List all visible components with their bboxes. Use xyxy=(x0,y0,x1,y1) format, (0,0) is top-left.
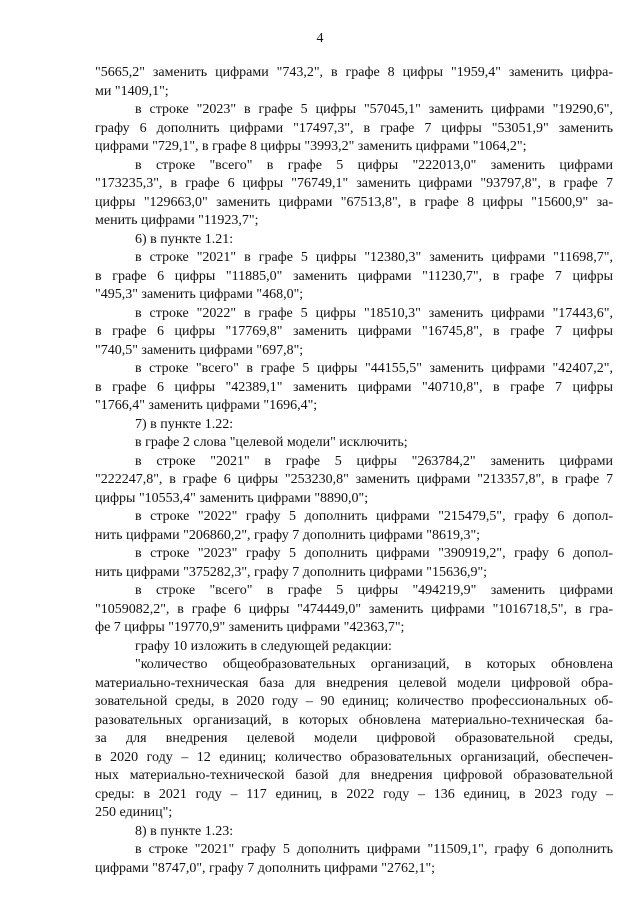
text-line: "740,5" заменить цифрами "697,8"; xyxy=(95,342,304,358)
document-body xyxy=(95,64,613,878)
text-line: в строке "2021" графу 5 дополнить цифрами "11509,1", графу 6 дополнить xyxy=(135,842,613,857)
text-line: в строке "всего" в графе 5 цифры "494219,9" заменить цифрами xyxy=(135,583,613,598)
text-line: в строке "2022" в графе 5 цифры "18510,3" заменить цифрами "17443,6", xyxy=(135,305,613,321)
text-line: "222247,8", в графе 6 цифры "253230,8" заменить цифрами "213357,8", в графе 7 xyxy=(95,472,613,487)
text-line: в строке "всего" в графе 5 цифры "44155,5" заменить цифрами "42407,2", xyxy=(135,361,613,376)
text-line: за для внедрения целевой модели цифровой образовательной среды, xyxy=(95,731,613,746)
text-line: в графе 6 цифры "17769,8" заменить цифрами "16745,8", в графе 7 цифры xyxy=(95,324,613,339)
page-number: 4 xyxy=(316,31,324,46)
text-line: в графе 6 цифры "11885,0" заменить цифрами "11230,7", в графе 7 цифры xyxy=(95,268,613,284)
text-line: фе 7 цифры "19770,9" заменить цифрами "42363,7"; xyxy=(95,620,405,635)
text-line: в строке "2022" графу 5 дополнить цифрами "215479,5", графу 6 допол- xyxy=(135,509,613,524)
text-line: цифры "129663,0" заменить цифрами "67513,8", в графе 8 цифры "15600,9" за- xyxy=(95,194,613,210)
text-line: "количество общеобразовательных организаций, в которых обновлена xyxy=(135,657,613,672)
text-line: "5665,2" заменить цифрами "743,2", в графе 8 цифры "1959,4" заменить цифра- xyxy=(95,65,613,80)
text-line: среды: в 2021 году – 117 единиц, в 2022 году – 136 единиц, в 2023 году – xyxy=(95,786,613,802)
text-line: в строке "2023" в графе 5 цифры "57045,1" заменить цифрами "19290,6", xyxy=(135,102,613,117)
text-line: в строке "2021" в графе 5 цифры "12380,3" заменить цифрами "11698,7", xyxy=(135,250,613,265)
text-line: графу 10 изложить в следующей редакции: xyxy=(135,638,392,654)
text-line: "1766,4" заменить цифрами "1696,4"; xyxy=(95,398,318,413)
text-line: нить цифрами "375282,3", графу 7 дополнить цифрами "15636,9"; xyxy=(95,564,488,580)
text-line: 6) в пункте 1.21: xyxy=(135,231,234,247)
text-line: в строке "всего" в графе 5 цифры "222013,0" заменить цифрами xyxy=(135,157,613,173)
text-line: 7) в пункте 1.22: xyxy=(135,416,234,432)
text-line: "173235,3", в графе 6 цифры "76749,1" заменить цифрами "93797,8", в графе 7 xyxy=(95,176,613,191)
text-line: материально-техническая база для внедрения целевой модели цифровой обра- xyxy=(95,675,613,691)
text-line: в 2020 году – 12 единиц; количество образовательных организаций, обеспечен- xyxy=(95,749,613,765)
text-line: разовательных организаций, в которых обновлена материально-техническая ба- xyxy=(95,712,613,728)
text-line: зовательной среды, в 2020 году – 90 единиц; количество профессиональных об- xyxy=(95,694,613,709)
text-line: графу 6 дополнить цифрами "17497,3", в графе 7 цифры "53051,9" заменить xyxy=(95,120,613,136)
text-line: в графе 6 цифры "42389,1" заменить цифрами "40710,8", в графе 7 цифры xyxy=(95,379,613,395)
text-line: "495,3" заменить цифрами "468,0"; xyxy=(95,287,304,302)
text-line: ных материально-технической базой для внедрения цифровой образовательной xyxy=(95,768,613,783)
text-line: цифрами "8747,0", графу 7 дополнить цифрами "2762,1"; xyxy=(95,860,436,876)
text-line: "1059082,2", в графе 6 цифры "474449,0" заменить цифрами "1016718,5", в гра- xyxy=(95,601,613,617)
text-line: нить цифрами "206860,2", графу 7 дополнить цифрами "8619,3"; xyxy=(95,527,481,543)
text-line: в строке "2023" графу 5 дополнить цифрами "390919,2", графу 6 допол- xyxy=(135,546,613,561)
text-line: 250 единиц"; xyxy=(95,805,173,820)
text-line: 8) в пункте 1.23: xyxy=(135,823,234,839)
text-line: менить цифрами "11923,7"; xyxy=(95,213,259,228)
text-line: ми "1409,1"; xyxy=(95,83,169,99)
text-line: цифрами "729,1", в графе 8 цифры "3993,2" заменить цифрами "1064,2"; xyxy=(95,139,527,154)
text-line: в строке "2021" в графе 5 цифры "263784,2" заменить цифрами xyxy=(135,453,613,469)
text-line: в графе 2 слова "целевой модели" исключить; xyxy=(135,435,408,450)
text-line: цифры "10553,4" заменить цифрами "8890,0"; xyxy=(95,490,369,506)
